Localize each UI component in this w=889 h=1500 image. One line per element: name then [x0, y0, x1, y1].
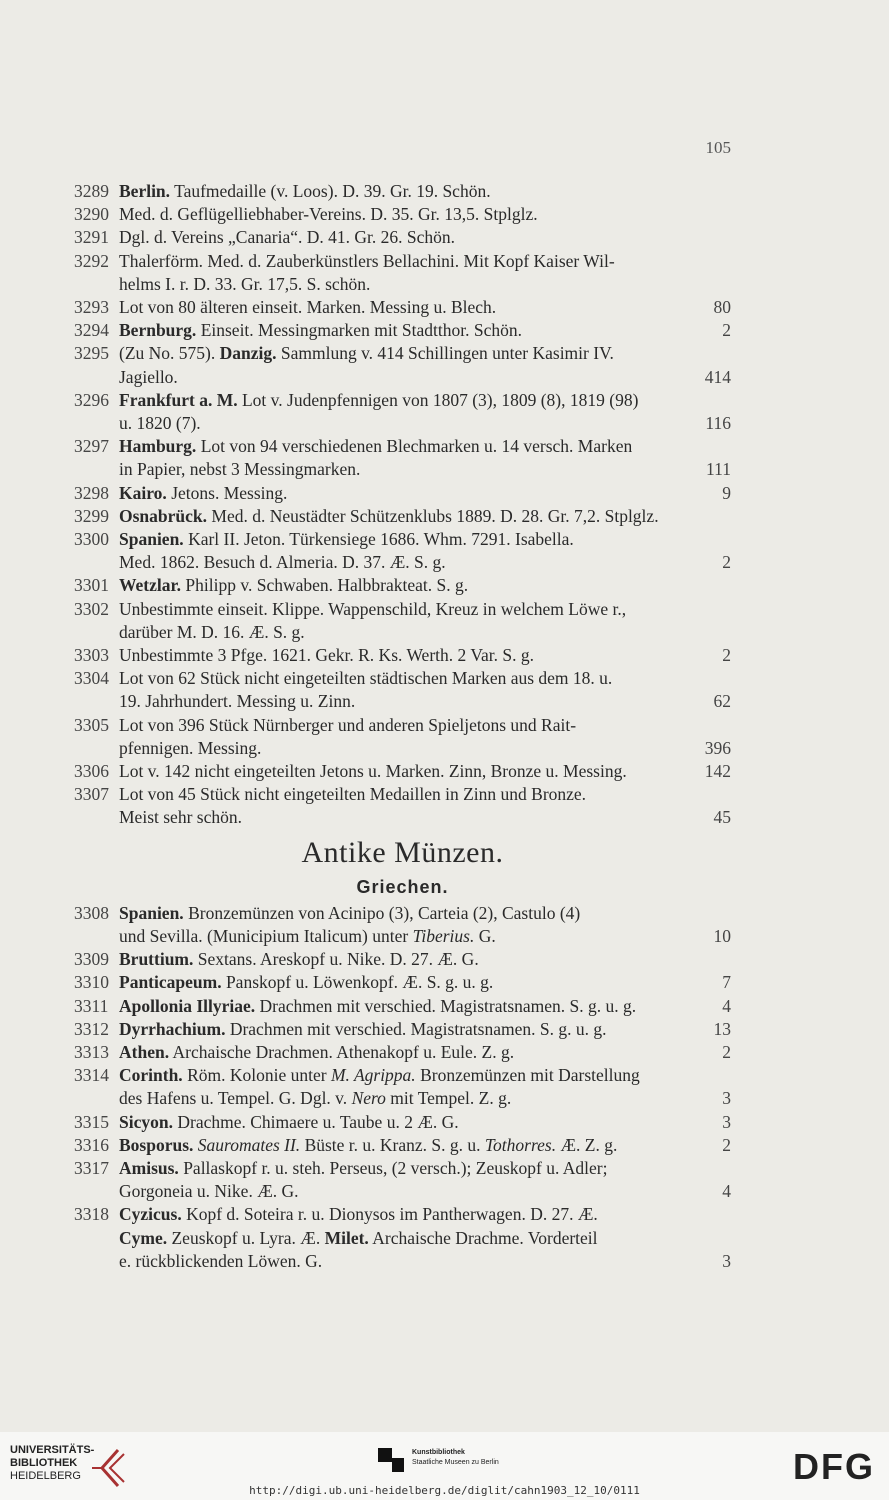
catalog-entry	[74, 1157, 731, 1203]
catalog-entry	[74, 319, 731, 342]
entry-body	[119, 528, 731, 574]
entry-number: 3310	[74, 972, 109, 993]
ub-line-2: BIBLIOTHEK	[10, 1457, 78, 1469]
page-number: 105	[705, 138, 731, 157]
entry-line	[119, 1064, 731, 1087]
entry-text: Æ. Z. g.	[556, 1134, 618, 1155]
entry-body	[119, 1064, 731, 1110]
entry-place: Berlin.	[119, 181, 171, 201]
entry-text: Unbestimmte einseit. Klippe. Wappenschild, Kreuz in welchem Löwe r.,	[119, 598, 627, 619]
entry-body	[119, 948, 731, 971]
ub-line-3: HEIDELBERG	[10, 1470, 81, 1482]
entry-number: 3306	[74, 761, 109, 782]
entry-place: Dyrrhachium.	[119, 1018, 226, 1039]
kunstbibliothek-icon	[378, 1448, 404, 1472]
entry-text: Thalerförm. Med. d. Zauberkünstlers Bellachini. Mit Kopf Kaiser Wil-	[119, 250, 615, 271]
page-url[interactable]: http://digi.ub.uni-heidelberg.de/diglit/cahn1903_12_10/0111	[249, 1484, 640, 1497]
entry-body	[119, 971, 731, 994]
entry-body	[119, 574, 731, 597]
entry-number: 3312	[74, 1018, 109, 1039]
entry-line	[119, 1041, 731, 1064]
entry-price: 10	[713, 925, 731, 946]
entry-text: mit Tempel. Z. g.	[385, 1088, 512, 1109]
entry-text: Lot von 396 Stück Nürnberger und anderen Spieljetons und Rait-	[119, 714, 577, 735]
entry-place: Hamburg.	[119, 436, 197, 457]
entry-text: des Hafens u. Tempel. G. Dgl. v.	[119, 1088, 352, 1109]
entry-price: 4	[722, 1181, 731, 1202]
kb-line-1: Kunstbibliothek	[412, 1449, 465, 1456]
entry-line	[119, 783, 731, 806]
entry-text: (Zu No. 575).	[119, 343, 220, 364]
entry-place: Wetzlar.	[119, 575, 182, 596]
entry-text: Dgl. d. Vereins „Canaria“. D. 41. Gr. 26. Schön.	[119, 227, 456, 248]
entry-line	[119, 644, 731, 667]
catalog-entry	[74, 180, 731, 203]
entry-number: 3316	[74, 1134, 109, 1155]
entry-body	[119, 1203, 731, 1273]
entry-body	[119, 203, 731, 226]
catalog-entry	[74, 644, 731, 667]
catalog-entry	[74, 296, 731, 319]
entry-body	[119, 714, 731, 760]
entry-line	[119, 760, 731, 783]
entry-price: 3	[722, 1088, 731, 1109]
entry-line	[119, 995, 731, 1018]
catalog-entry	[74, 528, 731, 574]
catalog-entry	[74, 1041, 731, 1064]
entry-line	[119, 435, 731, 458]
entry-price: 3	[722, 1250, 731, 1271]
catalog-entry	[74, 971, 731, 994]
catalog-entry	[74, 1203, 731, 1273]
entry-text: Lot von 80 älteren einseit. Marken. Messing u. Blech.	[119, 297, 497, 318]
entry-place: Osnabrück.	[119, 505, 208, 526]
entry-body	[119, 1111, 731, 1134]
entries-list-modern	[74, 180, 731, 830]
entry-ruler: Tiberius.	[412, 925, 475, 946]
entry-number: 3294	[74, 320, 109, 341]
entry-text: Karl II. Jeton. Türkensiege 1686. Whm. 7291. Isabella.	[183, 529, 574, 550]
entry-number: 3291	[74, 227, 109, 248]
entry-text: Sextans. Areskopf u. Nike. D. 27. Æ. G.	[193, 949, 479, 970]
entry-line	[119, 180, 731, 203]
catalog-entry	[74, 203, 731, 226]
entry-text: Bronzemünzen mit Darstellung	[415, 1065, 640, 1086]
catalog-entry	[74, 1018, 731, 1041]
entry-line	[119, 1250, 731, 1273]
catalog-entry	[74, 574, 731, 597]
entry-line	[119, 226, 731, 249]
entry-price: 9	[722, 482, 731, 503]
entry-number: 3314	[74, 1065, 109, 1086]
entry-line	[119, 667, 731, 690]
section-heading: Antike Münzen.	[301, 835, 504, 869]
entry-number: 3303	[74, 645, 109, 666]
entry-place: Cyme.	[119, 1227, 168, 1248]
entry-body	[119, 226, 731, 249]
entry-number: 3289	[74, 181, 109, 201]
entry-line	[119, 319, 731, 342]
catalog-entry	[74, 948, 731, 971]
catalog-entry	[74, 902, 731, 948]
entry-place: Cyzicus.	[119, 1204, 182, 1225]
entry-line	[119, 1157, 731, 1180]
entry-price: 396	[704, 737, 731, 758]
catalog-entry	[74, 1134, 731, 1157]
entry-text: in Papier, nebst 3 Messingmarken.	[119, 459, 361, 480]
entry-number: 3302	[74, 598, 109, 619]
entry-price: 13	[713, 1018, 731, 1039]
entry-body	[119, 180, 731, 203]
catalog-entry	[74, 435, 731, 481]
entry-place: Spanien.	[119, 902, 184, 923]
entry-place: Amisus.	[119, 1157, 179, 1178]
entry-body	[119, 296, 731, 319]
entry-line	[119, 714, 731, 737]
entry-text: Philipp v. Schwaben. Halbbrakteat. S. g.	[181, 575, 469, 596]
catalog-entry	[74, 342, 731, 388]
entry-line	[119, 737, 731, 760]
entry-number: 3304	[74, 668, 109, 689]
entry-body	[119, 995, 731, 1018]
entry-body	[119, 482, 731, 505]
entry-place: Spanien.	[119, 529, 184, 550]
entry-text: Med. 1862. Besuch d. Almeria. D. 37. Æ. S. g.	[119, 552, 446, 573]
entry-text: Jetons. Messing.	[166, 482, 288, 503]
entry-line	[119, 296, 731, 319]
entry-text: Gorgoneia u. Nike. Æ. G.	[119, 1181, 299, 1202]
catalog-entry	[74, 226, 731, 249]
entry-line	[119, 505, 731, 528]
entry-price: 2	[722, 552, 731, 573]
entry-text: Unbestimmte 3 Pfge. 1621. Gekr. R. Ks. Werth. 2 Var. S. g.	[119, 645, 535, 666]
entry-number: 3292	[74, 250, 109, 271]
entry-line	[119, 551, 731, 574]
catalog-entry	[74, 714, 731, 760]
entry-price: 414	[704, 366, 731, 387]
catalog-entry	[74, 760, 731, 783]
entry-price: 116	[705, 413, 731, 434]
entry-line	[119, 1134, 731, 1157]
entry-text: u. 1820 (7).	[119, 413, 201, 434]
entry-price: 3	[722, 1111, 731, 1132]
page-footer	[0, 1432, 889, 1500]
entry-text: Kopf d. Soteira r. u. Dionysos im Pantherwagen. D. 27. Æ.	[181, 1204, 598, 1225]
entry-place: Bosporus.	[119, 1134, 194, 1155]
entry-text: Lot v. Judenpfennigen von 1807 (3), 1809 (8), 1819 (98)	[237, 389, 639, 410]
entry-text: Zeuskopf u. Lyra. Æ.	[167, 1227, 325, 1248]
entry-ruler: Nero	[351, 1088, 386, 1109]
catalog-entries	[74, 180, 731, 1273]
entry-line	[119, 690, 731, 713]
entry-text: Taufmedaille (v. Loos). D. 39. Gr. 19. Schön.	[170, 181, 491, 201]
entry-text: Lot von 45 Stück nicht eingeteilten Medaillen in Zinn und Bronze.	[119, 784, 587, 805]
catalog-entry	[74, 482, 731, 505]
entry-text: Med. d. Geflügelliebhaber-Vereins. D. 35. Gr. 13,5. Stplglz.	[119, 204, 538, 225]
catalog-entry	[74, 995, 731, 1018]
entry-text: Drachmen mit verschied. Magistratsnamen. S. g. u. g.	[255, 995, 637, 1016]
entry-line	[119, 574, 731, 597]
entry-body	[119, 598, 731, 644]
entry-number: 3309	[74, 949, 109, 970]
entry-body	[119, 435, 731, 481]
entry-text: Lot von 94 verschiedenen Blechmarken u. 14 versch. Marken	[196, 436, 633, 457]
entry-price: 111	[706, 459, 731, 480]
entry-body	[119, 667, 731, 713]
entry-ruler: M. Agrippa.	[330, 1065, 416, 1086]
entry-text: Drachme. Chimaere u. Taube u. 2 Æ. G.	[172, 1111, 459, 1132]
entry-line	[119, 621, 731, 644]
entry-number: 3307	[74, 784, 109, 805]
catalog-entry	[74, 250, 731, 296]
catalog-entry	[74, 505, 731, 528]
entry-text: pfennigen. Messing.	[119, 737, 262, 758]
entry-price: 2	[722, 320, 731, 341]
entry-line	[119, 1203, 731, 1226]
entry-text: Einseit. Messingmarken mit Stadtthor. Schön.	[196, 320, 522, 341]
catalog-entry	[74, 1111, 731, 1134]
entry-place: Athen.	[119, 1041, 170, 1062]
entry-place: Apollonia Illyriae.	[119, 995, 256, 1016]
entry-place: Bruttium.	[119, 949, 194, 970]
entry-text: Meist sehr schön.	[119, 807, 242, 828]
entry-body	[119, 1041, 731, 1064]
entry-number: 3301	[74, 575, 109, 596]
entry-text: Sammlung v. 414 Schillingen unter Kasimir IV.	[276, 343, 614, 364]
entry-number: 3318	[74, 1204, 109, 1225]
entry-number: 3311	[74, 995, 109, 1016]
subsection-heading: Griechen.	[356, 876, 449, 897]
entry-body	[119, 760, 731, 783]
entry-text: Büste r. u. Kranz. S. g. u.	[300, 1134, 485, 1155]
entry-text: Panskopf u. Löwenkopf. Æ. S. g. u. g.	[221, 972, 494, 993]
entry-line	[119, 203, 731, 226]
entry-body	[119, 342, 731, 388]
entry-text: Bronzemünzen von Acinipo (3), Carteia (2), Castulo (4)	[183, 902, 581, 923]
entry-body	[119, 783, 731, 829]
entry-text: Archaische Drachmen. Athenakopf u. Eule. Z. g.	[169, 1041, 515, 1062]
entry-text: Med. d. Neustädter Schützenklubs 1889. D. 28. Gr. 7,2. Stplglz.	[207, 505, 659, 526]
entry-ruler: Sauromates II.	[197, 1134, 301, 1155]
entry-place: Panticapeum.	[119, 972, 222, 993]
entry-price: 7	[722, 972, 731, 993]
entry-body	[119, 1018, 731, 1041]
entry-line	[119, 1180, 731, 1203]
entry-line	[119, 1111, 731, 1134]
entry-ruler: Tothorres.	[484, 1134, 557, 1155]
catalog-entry	[74, 1064, 731, 1110]
entry-number: 3317	[74, 1157, 109, 1178]
entry-line	[119, 925, 731, 948]
entry-number: 3313	[74, 1041, 109, 1062]
entry-text: Jagiello.	[119, 366, 178, 387]
entry-line	[119, 342, 731, 365]
entry-number: 3300	[74, 529, 109, 550]
entry-price: 62	[713, 691, 731, 712]
entry-number: 3290	[74, 204, 109, 225]
entry-body	[119, 1134, 731, 1157]
entries-list-greek	[74, 902, 731, 1273]
entry-text: Lot von 62 Stück nicht eingeteilten städtischen Marken aus dem 18. u.	[119, 668, 613, 689]
entry-text: helms I. r. D. 33. Gr. 17,5. S. schön.	[119, 273, 371, 294]
entry-text: Röm. Kolonie unter	[182, 1065, 331, 1086]
entry-price: 142	[704, 761, 731, 782]
entry-line	[119, 458, 731, 481]
entry-text: 19. Jahrhundert. Messing u. Zinn.	[119, 691, 356, 712]
entry-number: 3298	[74, 482, 109, 503]
entry-line	[119, 948, 731, 971]
catalog-entry	[74, 598, 731, 644]
entry-number: 3299	[74, 505, 109, 526]
entry-number: 3305	[74, 714, 109, 735]
entry-price: 4	[722, 995, 731, 1016]
entry-line	[119, 528, 731, 551]
entry-place: Milet.	[324, 1227, 369, 1248]
entry-line	[119, 1018, 731, 1041]
entry-line	[119, 273, 731, 296]
entry-price: 2	[722, 645, 731, 666]
entry-body	[119, 505, 731, 528]
ub-line-1: UNIVERSITÄTS-	[10, 1444, 95, 1456]
entry-text: Pallaskopf r. u. steh. Perseus, (2 versch.); Zeuskopf u. Adler;	[178, 1157, 608, 1178]
entry-place: Corinth.	[119, 1065, 183, 1086]
entry-text: e. rückblickenden Löwen. G.	[119, 1250, 323, 1271]
entry-line	[119, 250, 731, 273]
entry-line	[119, 598, 731, 621]
catalog-entry	[74, 783, 731, 829]
entry-line	[119, 412, 731, 435]
entry-number: 3295	[74, 343, 109, 364]
entry-place: Kairo.	[119, 482, 167, 503]
entry-text: darüber M. D. 16. Æ. S. g.	[119, 621, 305, 642]
entry-price: 45	[713, 807, 731, 828]
entry-text: Archaische Drachme. Vorderteil	[368, 1227, 598, 1248]
entry-text: und Sevilla. (Municipium Italicum) unter	[119, 925, 413, 946]
entry-price: 2	[722, 1041, 731, 1062]
entry-line	[119, 482, 731, 505]
entry-body	[119, 389, 731, 435]
entry-text: G.	[474, 925, 496, 946]
entry-line	[119, 366, 731, 389]
catalog-entry	[74, 389, 731, 435]
entry-place: Sicyon.	[119, 1111, 173, 1132]
entry-line	[119, 806, 731, 829]
entry-line	[119, 1227, 731, 1250]
entry-body	[119, 319, 731, 342]
entry-body	[119, 250, 731, 296]
entry-price: 80	[713, 297, 731, 318]
entry-text: Drachmen mit verschied. Magistratsnamen. S. g. u. g.	[225, 1018, 607, 1039]
entry-price: 2	[722, 1134, 731, 1155]
entry-number: 3296	[74, 389, 109, 410]
entry-line	[119, 902, 731, 925]
kb-line-2: Staatliche Museen zu Berlin	[412, 1459, 499, 1466]
entry-number: 3293	[74, 297, 109, 318]
entry-body	[119, 902, 731, 948]
entry-number: 3315	[74, 1111, 109, 1132]
entry-line	[119, 971, 731, 994]
entry-number: 3297	[74, 436, 109, 457]
entry-line	[119, 389, 731, 412]
entry-place: Danzig.	[219, 343, 277, 364]
entry-text: Lot v. 142 nicht eingeteilten Jetons u. Marken. Zinn, Bronze u. Messing.	[119, 761, 627, 782]
entry-body	[119, 644, 731, 667]
entry-place: Frankfurt a. M.	[119, 389, 238, 410]
dfg-logo[interactable]: DFG	[793, 1446, 875, 1487]
entry-place: Bernburg.	[119, 320, 197, 341]
entry-body	[119, 1157, 731, 1203]
catalog-entry	[74, 667, 731, 713]
entry-number: 3308	[74, 902, 109, 923]
entry-line	[119, 1087, 731, 1110]
